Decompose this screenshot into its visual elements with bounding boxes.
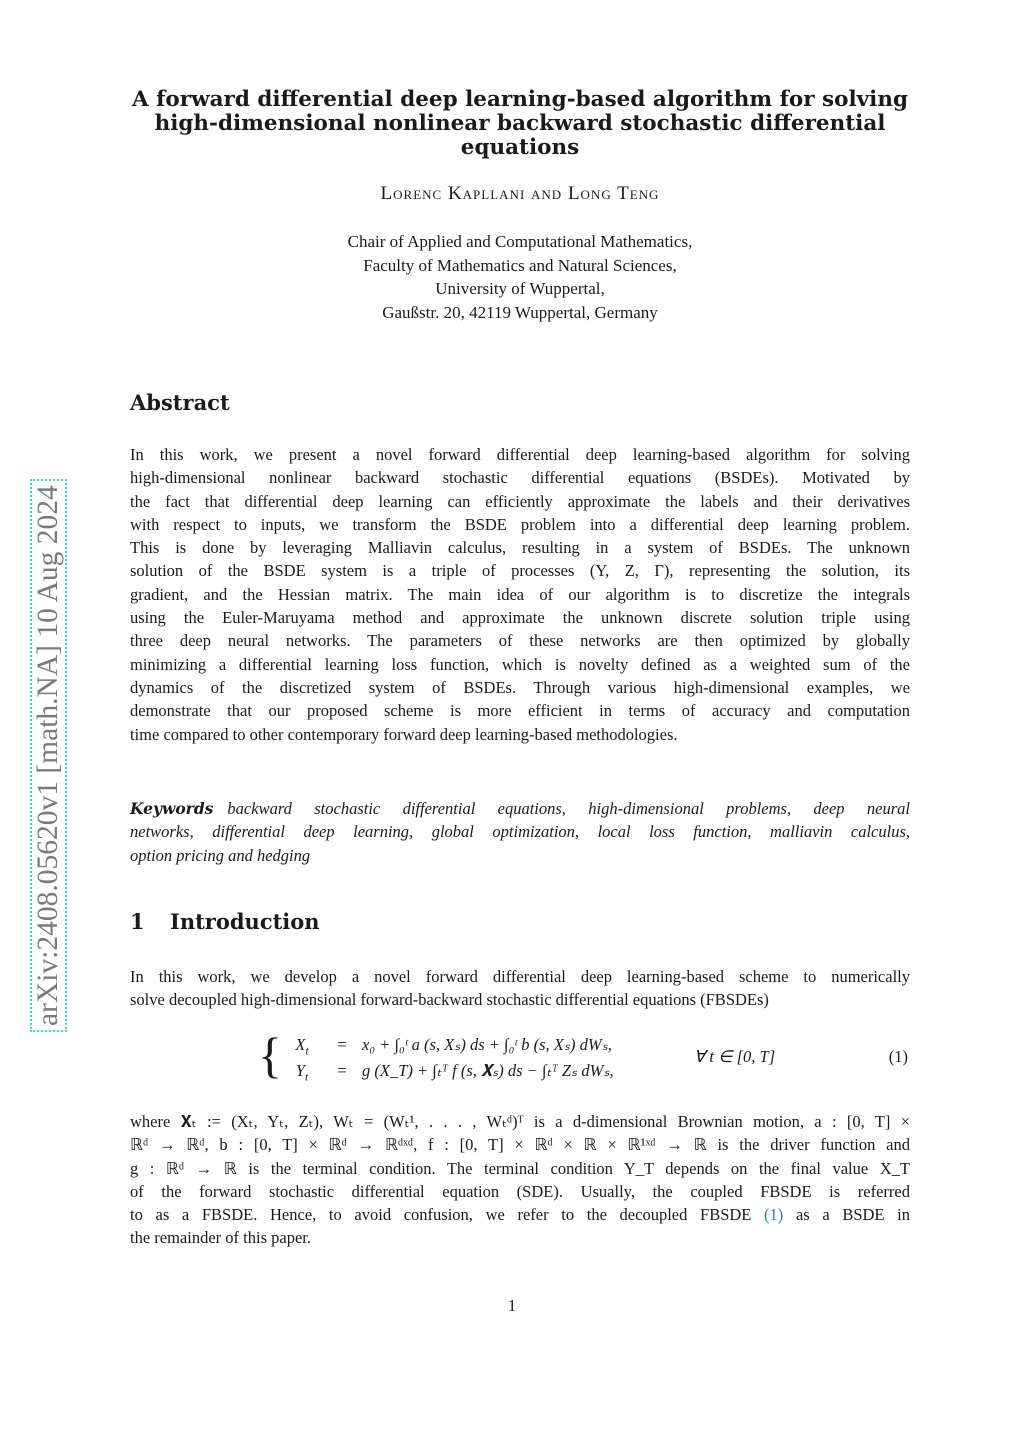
page-number: 1 <box>507 1296 517 1315</box>
authors: Lorenc Kapllani and Long Teng <box>380 183 660 204</box>
equation-lhs: $X_t$ <box>295 1035 309 1058</box>
keywords-text: backward stochastic differential equations, high-dimensional problems, deep neural <box>227 799 910 818</box>
keywords-line <box>130 797 910 820</box>
abstract-line: In this work, we present a novel forward differential deep learning-based algorithm for solving <box>130 445 910 464</box>
abstract-line: using the Euler-Maruyama method and approximate the unknown discrete solution triple using <box>130 608 910 628</box>
keywords-line: networks, differential deep learning, global optimization, local loss function, malliavin calculus, <box>130 822 910 842</box>
equation-rhs: g (X_T) + ∫ₜᵀ f (s, 𝐗ₛ) ds − ∫ₜᵀ Zₛ dWₛ, <box>362 1061 614 1080</box>
abstract-line: solution of the BSDE system is a triple of processes (Y, Z, Γ), representing the solution, its <box>130 561 910 581</box>
affiliation-line: Chair of Applied and Computational Mathematics, <box>347 232 693 251</box>
abstract-line: the fact that differential deep learning can efficiently approximate the labels and their derivatives <box>130 491 910 511</box>
abstract-line: This is done by leveraging Malliavin calculus, resulting in a system of BSDEs. The unknown <box>130 538 910 558</box>
section-number: 1 <box>130 909 145 934</box>
abstract-line: minimizing a differential learning loss function, which is novelty defined as a weighted sum of the <box>130 654 910 674</box>
paper-title <box>110 88 930 160</box>
equation-lhs: $Y_t$ <box>295 1061 309 1084</box>
title-line: A forward differential deep learning-based algorithm for solving <box>132 87 908 112</box>
abstract-line: demonstrate that our proposed scheme is more efficient in terms of accuracy and computation <box>130 701 910 721</box>
equation-number: (1) <box>888 1047 908 1066</box>
paragraph-line: of the forward stochastic differential equation (SDE). Usually, the coupled FBSDE is referred <box>130 1181 910 1201</box>
abstract-line: gradient, and the Hessian matrix. The main idea of our algorithm is to discretize the integrals <box>130 584 910 604</box>
affiliation-line: University of Wuppertal, <box>435 279 605 298</box>
keywords-label: Keywords <box>130 799 214 818</box>
equation-reference-link[interactable]: (1) <box>764 1205 784 1225</box>
keywords-line: option pricing and hedging <box>130 845 311 865</box>
introduction-heading <box>130 909 320 934</box>
title-line: equations <box>460 135 580 160</box>
equation-brace: { <box>258 1027 282 1083</box>
abstract-line: time compared to other contemporary forward deep learning-based methodologies. <box>130 724 678 744</box>
paragraph-line: the remainder of this paper. <box>130 1228 311 1248</box>
abstract-line: three deep neural networks. The parameters of these networks are then optimized by globally <box>130 631 910 651</box>
section-title: Introduction <box>170 909 320 934</box>
paragraph-line: solve decoupled high-dimensional forward-backward stochastic differential equations (FBSDEs) <box>130 990 769 1010</box>
equation-row <box>282 1061 614 1084</box>
paragraph-line: where 𝐗ₜ := (Xₜ, Yₜ, Zₜ), Wₜ = (Wₜ¹, . . . , Wₜᵈ)ᵀ is a d-dimensional Brownian motion, a : [0, T] × <box>130 1112 910 1131</box>
introduction-paragraph <box>130 1110 910 1250</box>
abstract-line: dynamics of the discretized system of BSDEs. Through various high-dimensional examples, we <box>130 677 910 697</box>
abstract-line: high-dimensional nonlinear backward stochastic differential equations (BSDEs). Motivated by <box>130 468 910 488</box>
equation-equals: = <box>337 1035 347 1054</box>
equation-rhs: x₀ + ∫₀ᵗ a (s, Xₛ) ds + ∫₀ᵗ b (s, Xₛ) dWₛ, <box>362 1035 612 1054</box>
paragraph-line: In this work, we develop a novel forward differential deep learning-based scheme to numerically <box>130 967 910 986</box>
keywords <box>130 797 910 867</box>
affiliation <box>110 230 930 324</box>
equation-condition: ∀ t ∈ [0, T] <box>694 1047 776 1066</box>
arxiv-identifier-link[interactable]: arXiv:2408.05620v1 [math.NA] 10 Aug 2024 <box>30 479 67 1032</box>
equation-row <box>282 1035 612 1058</box>
abstract-body <box>130 443 910 746</box>
title-line: high-dimensional nonlinear backward stochastic differential <box>154 111 886 136</box>
introduction-paragraph <box>130 965 910 1012</box>
equation-1 <box>258 1027 918 1088</box>
equation-equals: = <box>337 1061 347 1080</box>
abstract-heading: Abstract <box>130 390 230 415</box>
affiliation-line: Faculty of Mathematics and Natural Sciences, <box>363 255 677 275</box>
paragraph-line: g : ℝᵈ → ℝ is the terminal condition. The terminal condition Y_T depends on the final value X_T <box>130 1158 910 1178</box>
affiliation-line: Gaußstr. 20, 42119 Wuppertal, Germany <box>382 302 658 322</box>
paragraph-line: ℝᵈ → ℝᵈ, b : [0, T] × ℝᵈ → ℝᵈˣᵈ, f : [0, T] × ℝᵈ × ℝ × ℝ¹ˣᵈ → ℝ is the driver function and <box>130 1135 910 1155</box>
paragraph-line: to as a FBSDE. Hence, to avoid confusion, we refer to the decoupled FBSDE (1) as a BSDE in <box>130 1205 910 1225</box>
abstract-line: with respect to inputs, we transform the BSDE problem into a differential deep learning problem. <box>130 514 910 534</box>
